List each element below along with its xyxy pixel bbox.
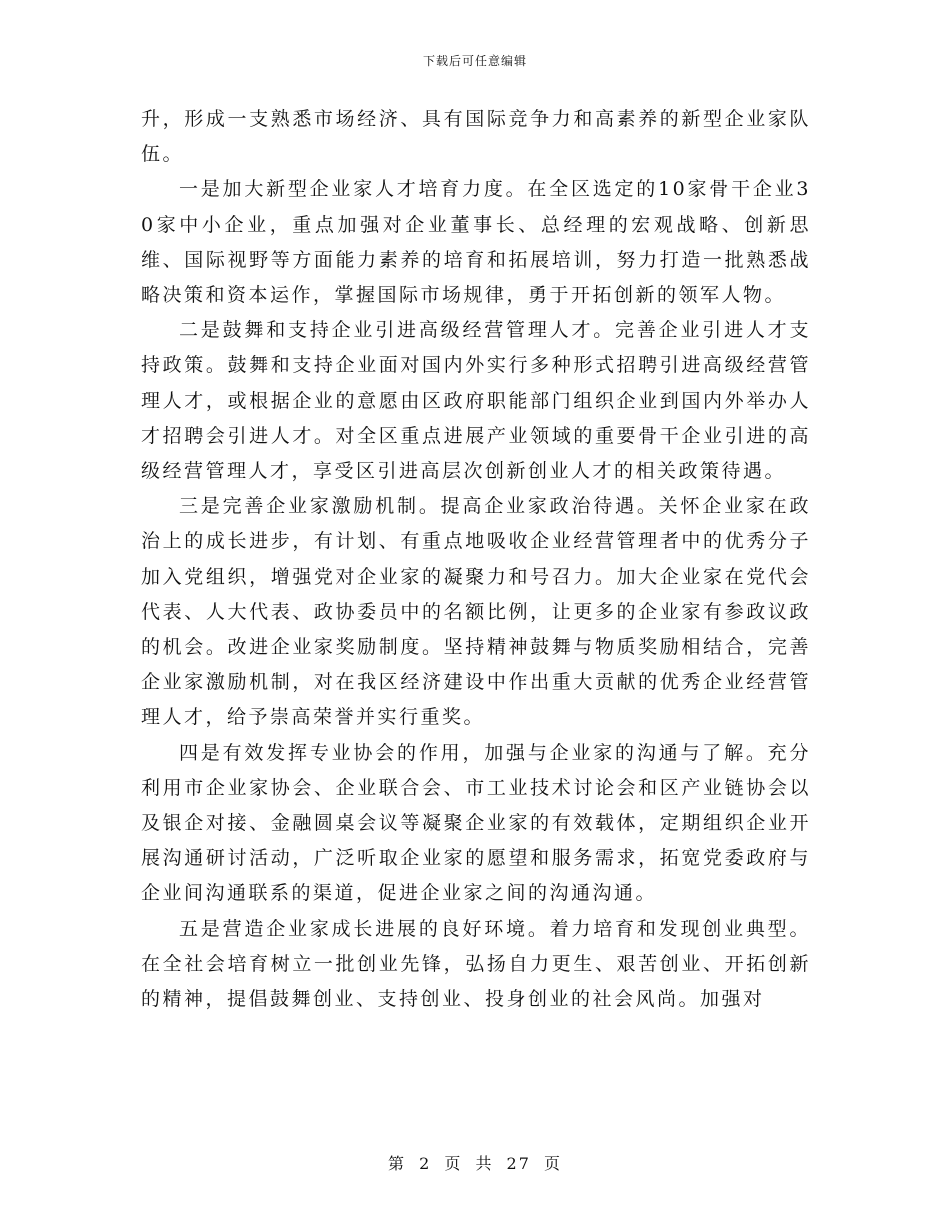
paragraph-4: 四是有效发挥专业协会的作用，加强与企业家的沟通与了解。充分利用市企业家协会、企业联合会、市工业技术讨论会和区产业链协会以及银企对接、金融圆桌会议等凝聚企业家的有效载体，定期组织企业开展沟通研讨活动，广泛听取企业家的愿望和服务需求，拓宽党委政府与企业间沟通联系的渠道，促进企业家之间的沟通沟通。 bbox=[141, 741, 811, 905]
paragraph-2: 二是鼓舞和支持企业引进高级经营管理人才。完善企业引进人才支持政策。鼓舞和支持企业面对国内外实行多种形式招聘引进高级经营管理人才，或根据企业的意愿由区政府职能部门组织企业到国内外举办人才招聘会引进人才。对全区重点进展产业领域的重要骨干企业引进的高级经营管理人才，享受区引进高层次创新创业人才的相关政策待遇。 bbox=[141, 319, 811, 483]
paragraph-continuation: 升，形成一支熟悉市场经济、具有国际竞争力和高素养的新型企业家队伍。 bbox=[141, 108, 811, 166]
paragraph-3: 三是完善企业家激励机制。提高企业家政治待遇。关怀企业家在政治上的成长进步，有计划、有重点地吸收企业经营管理者中的优秀分子加入党组织，增强党对企业家的凝聚力和号召力。加大企业家在党代会代表、人大代表、政协委员中的名额比例，让更多的企业家有参政议政的机会。改进企业家奖励制度。坚持精神鼓舞与物质奖励相结合，完善企业家激励机制，对在我区经济建设中作出重大贡献的优秀企业经营管理人才，给予崇高荣誉并实行重奖。 bbox=[141, 495, 811, 729]
page-header: 下载后可任意编辑 bbox=[422, 54, 527, 68]
paragraph-5: 五是营造企业家成长进展的良好环境。着力培育和发现创业典型。在全社会培育树立一批创业先锋，弘扬自力更生、艰苦创业、开拓创新的精神，提倡鼓舞创业、支持创业、投身创业的社会风尚。加强对 bbox=[141, 917, 811, 1011]
paragraph-1: 一是加大新型企业家人才培育力度。在全区选定的10家骨干企业30家中小企业，重点加强对企业董事长、总经理的宏观战略、创新思维、国际视野等方面能力素养的培育和拓展培训，努力打造一批熟悉战略决策和资本运作，掌握国际市场规律，勇于开拓创新的领军人物。 bbox=[141, 178, 811, 307]
page-number-footer: 第 2 页 共 27 页 bbox=[388, 1154, 562, 1173]
document-body bbox=[141, 102, 811, 1017]
